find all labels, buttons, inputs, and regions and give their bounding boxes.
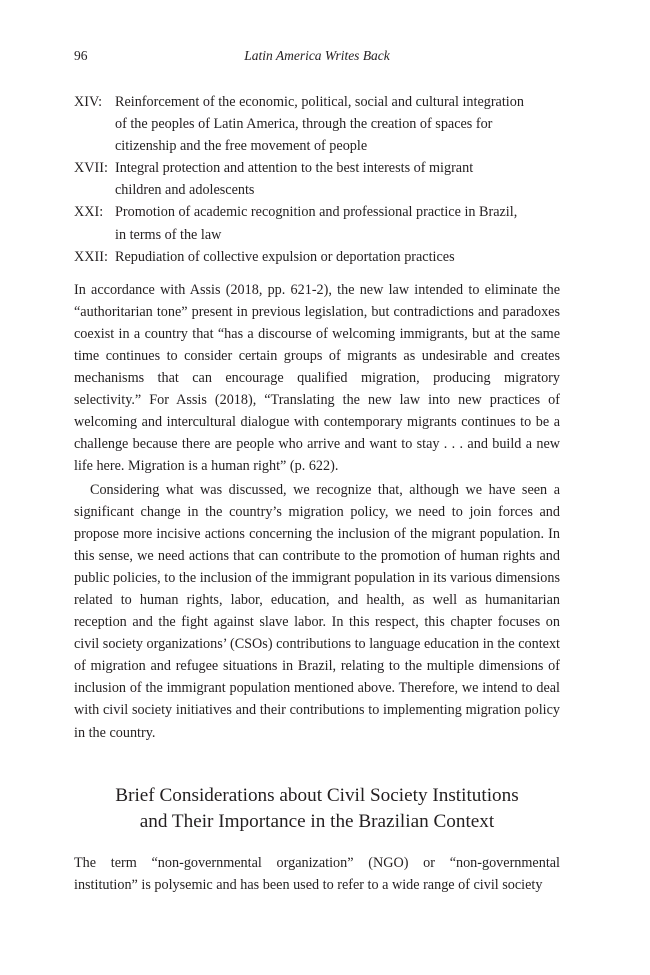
list-item-line: of the peoples of Latin America, through the creation of spaces for xyxy=(115,116,493,133)
running-header xyxy=(74,48,560,68)
list-item xyxy=(74,157,560,201)
page-number: 96 xyxy=(74,48,88,63)
list-item-line: Integral protection and attention to the best interests of migrant xyxy=(115,160,474,177)
list-item-number: XIV: xyxy=(74,94,103,110)
section-heading xyxy=(74,783,560,835)
list-item-line: in terms of the law xyxy=(115,226,222,243)
paragraph: In accordance with Assis (2018, pp. 621-2), the new law intended to eliminate the “authoritarian tone” present in previous legislation, but contradictions and paradoxes coexist in a country that “has a discourse of welcoming immigrants, but at the same time continues to consider certain groups of migrants as undesirable and creates mechanisms that can encourage qualified migration, producing migratory selectivity.” For Assis (2018), “Translating the new law into new practices of welcoming and intercultural dialogue with contemporary migrants continues to be a challenge because there are people who arrive and want to stay . . . and build a new life here. Migration is a human right” (p. 622). xyxy=(74,282,560,475)
body-section-3 xyxy=(74,852,560,896)
list-item-line: children and adolescents xyxy=(115,182,255,199)
list-item-line: citizenship and the free movement of people xyxy=(115,138,368,155)
paragraph: Considering what was discussed, we recognize that, although we have seen a significant change in the country’s migration policy, we need to join forces and propose more incisive actions concerning the inclusion of the migrant population. In this sense, we need actions that can contribute to the promotion of human rights and public policies, to the inclusion of the immigrant population in its various dimensions related to human rights, labor, education, and health, as well as humanitarian reception and the fight against slave labor. In this respect, this chapter focuses on civil society organizations’ (CSOs) contributions to language education in the context of migration and refugee situations in Brazil, relating to the multiple dimensions of inclusion of the immigrant population mentioned above. Therefore, we intend to deal with civil society initiatives and their contributions to implementing migration policy in the country. xyxy=(74,482,560,741)
list-item xyxy=(74,91,560,157)
paragraph: The term “non-governmental organization” (NGO) or “non-governmental institution” is polysemic and has been used to refer to a wide range of civil society xyxy=(74,855,560,894)
section-heading-line: Brief Considerations about Civil Society Institutions xyxy=(115,785,519,806)
body-section-2 xyxy=(74,479,560,744)
list-item-number: XXI: xyxy=(74,204,104,221)
list-item-line: Reinforcement of the economic, political, social and cultural integration xyxy=(115,94,524,110)
section-heading-line: and Their Importance in the Brazilian Context xyxy=(139,811,495,832)
list-item-number: XVII: xyxy=(74,160,108,177)
list-item xyxy=(74,246,560,268)
body-section-1 xyxy=(74,279,560,477)
list-item xyxy=(74,201,560,245)
principles-list xyxy=(74,91,560,268)
list-item-line: Promotion of academic recognition and professional practice in Brazil, xyxy=(115,204,518,221)
running-title: Latin America Writes Back xyxy=(244,48,390,63)
list-item-line: Repudiation of collective expulsion or deportation practices xyxy=(115,248,455,265)
list-item-number: XXII: xyxy=(74,248,108,265)
